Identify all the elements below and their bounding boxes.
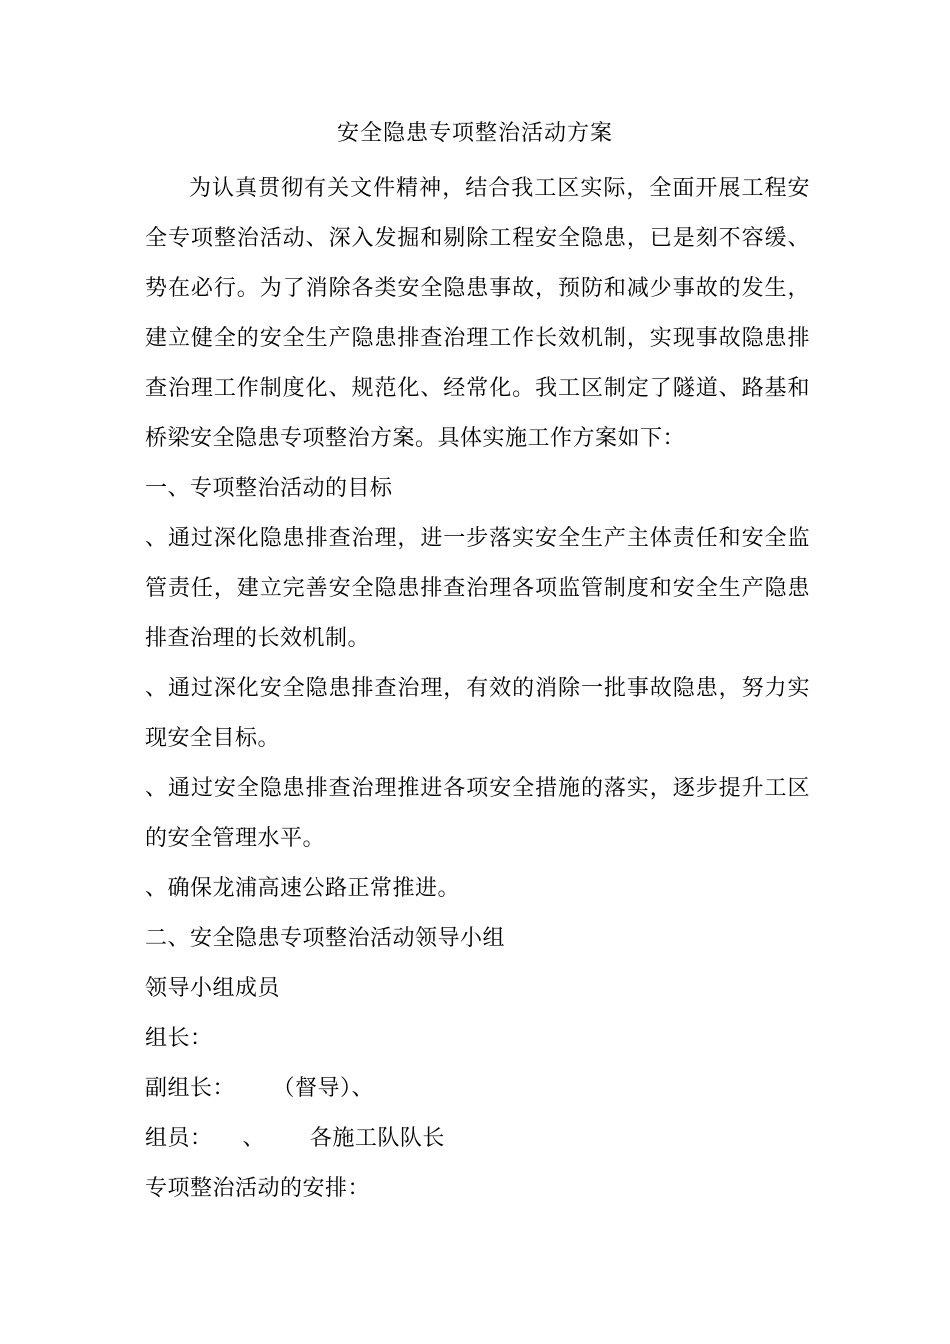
section2-heading: 二、安全隐患专项整治活动领导小组 — [145, 926, 506, 951]
members-line: 组员： 、 各施工队队长 — [145, 1126, 445, 1151]
section1-item-1: 、通过深化隐患排查治理，进一步落实安全生产主体责任和安全监管责任，建立完善安全隐患排查治理各项监管制度和安全生产隐患排查治理的长效机制。 — [145, 526, 810, 651]
section1-heading: 一、专项整治活动的目标 — [145, 476, 393, 501]
leader-line: 组长： — [145, 1026, 213, 1051]
document-title: 安全隐患专项整治活动方案 — [336, 121, 613, 146]
section1-item-3: 、通过安全隐患排查治理推进各项安全措施的落实，逐步提升工区的安全管理水平。 — [145, 776, 810, 851]
section1-item-4: 、确保龙浦高速公路正常推进。 — [145, 876, 461, 901]
members-label: 领导小组成员 — [145, 976, 281, 1001]
deputy-line: 副组长： （督导）、 — [145, 1076, 374, 1101]
document-body — [145, 164, 810, 1214]
intro-paragraph: 为认真贯彻有关文件精神，结合我工区实际，全面开展工程安全专项整治活动、深入发掘和剔除工程安全隐患，已是刻不容缓、势在必行。为了消除各类安全隐患事故，预防和减少事故的发生，建立健全的安全生产隐患排查治理工作长效机制，实现事故隐患排查治理工作制度化、规范化、经常化。我工区制定了隧道、路基和桥梁安全隐患专项整治方案。具体实施工作方案如下： — [145, 176, 810, 451]
arrangement-line: 专项整治活动的安排： — [145, 1176, 371, 1201]
section1-item-2: 、通过深化安全隐患排查治理，有效的消除一批事故隐患，努力实现安全目标。 — [145, 676, 810, 751]
